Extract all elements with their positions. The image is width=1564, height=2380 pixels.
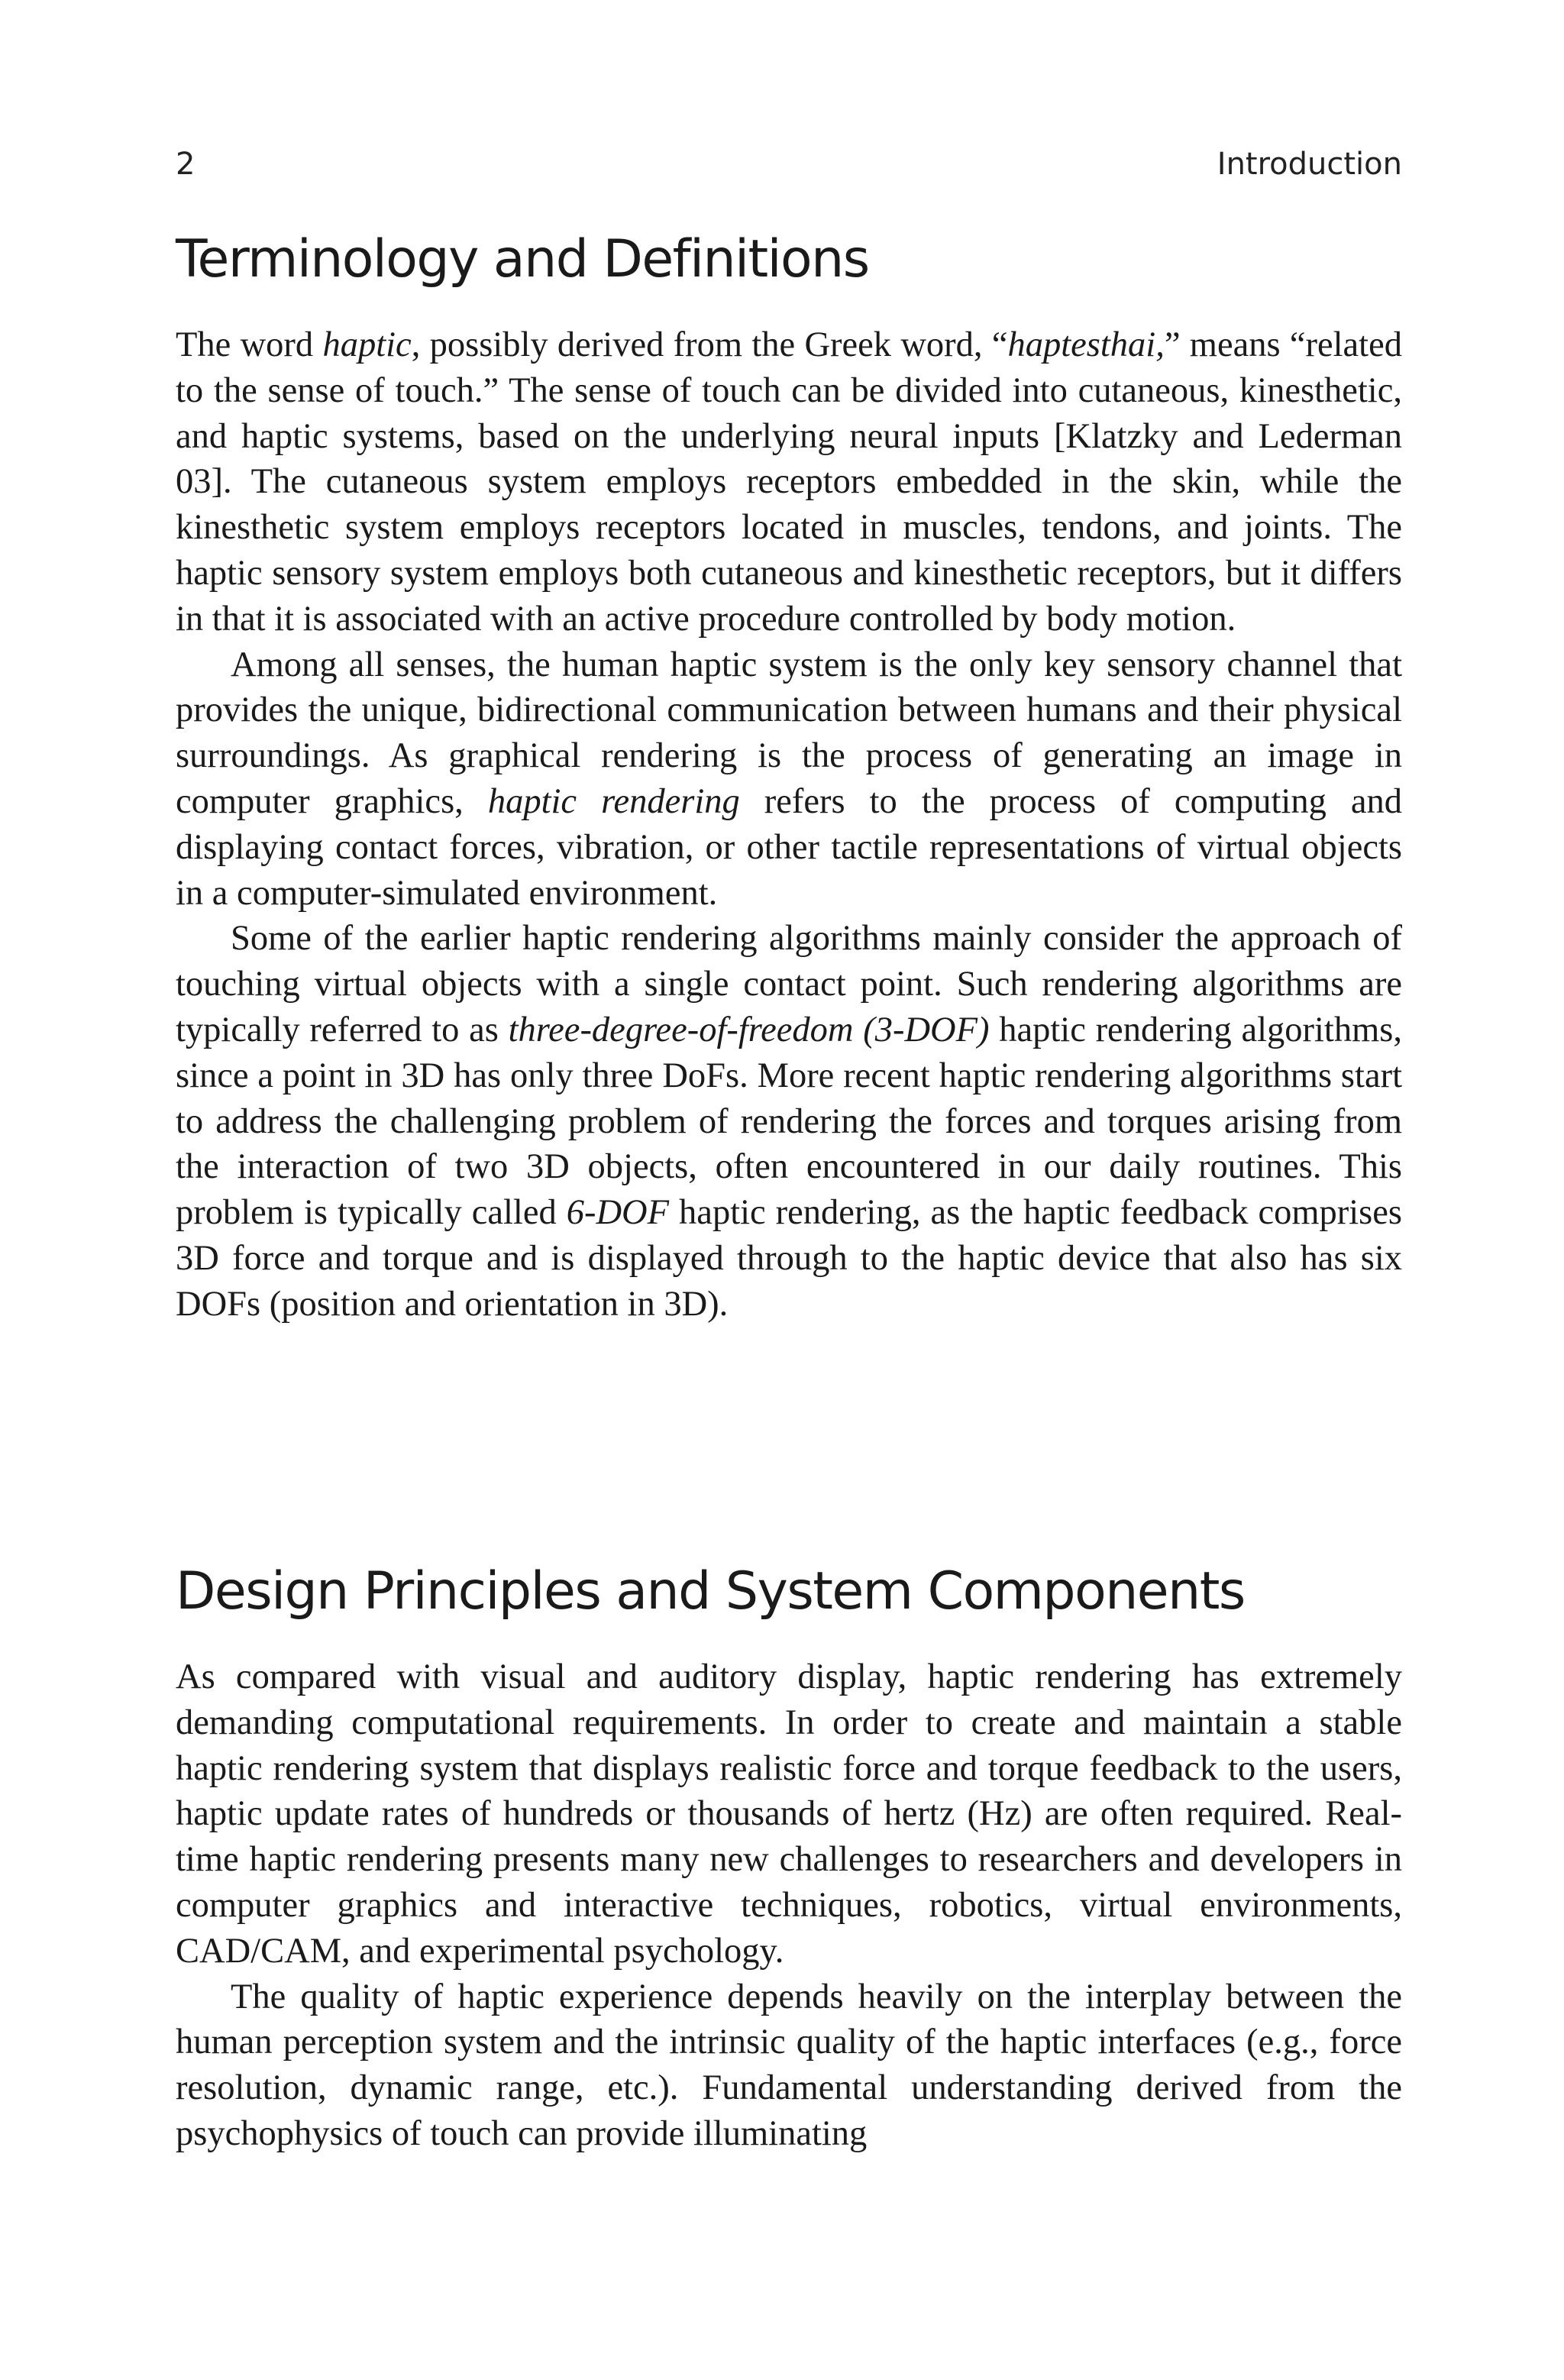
- page-number: 2: [176, 147, 196, 182]
- paragraph: [176, 322, 1402, 642]
- text-run: refers to the process of computing and displaying contact forces, vibration, or other tactile representations of virtual objects in a computer-simulated environment.: [176, 781, 1402, 913]
- section-heading-terminology: Terminology and Definitions: [176, 229, 869, 289]
- paragraph: [176, 642, 1402, 917]
- italic-term: three-degree-of-freedom (3-DOF): [508, 1010, 990, 1049]
- italic-term: haptic rendering: [487, 781, 740, 821]
- section-heading-design-principles: Design Principles and System Components: [176, 1561, 1245, 1622]
- text-run: haptic rendering, as the haptic feedback comprises 3D force and torque and is displayed through to the haptic device that also has six DOFs (position and orientation in 3D).: [176, 1193, 1403, 1324]
- text-run: haptic rendering algorithms, since a point in 3D has only three DoFs. More recent haptic rendering algorithms start to address the challenging problem of rendering the forces and torques arising from the interaction of two 3D objects, often encountered in our daily routines. This problem is typically called: [176, 1010, 1402, 1233]
- chapter-title: Introduction: [1217, 147, 1402, 182]
- italic-term: 6-DOF: [566, 1193, 670, 1233]
- text-run: Among all senses, the human haptic system is the only key sensory channel that provides the unique, bidirectional communication between humans and their physical surroundings. As graphical rendering is the process of generating an image in computer graphics,: [176, 645, 1402, 821]
- text-run: Some of the earlier haptic rendering algorithms mainly consider the approach of touching virtual objects with a single contact point. Such rendering algorithms are typically referred to as: [176, 919, 1402, 1049]
- paragraph: [176, 916, 1402, 1327]
- text-run: The quality of haptic experience depends heavily on the interplay between the human perception system and the intrinsic quality of the haptic interfaces (e.g., force resolution, dynamic range, etc.). Fundamental understanding derived from the psychophysics of touch can provide illuminating: [176, 1977, 1402, 2153]
- text-run: ” means “related to the sense of touch.” The sense of touch can be divided into cutaneous, kinesthetic, and haptic systems, based on the underlying neural inputs [Klatzky and Lederman 03]. The cutaneous system employs receptors embedded in the skin, while the kinesthetic system employs receptors located in muscles, tendons, and joints. The haptic sensory system employs both cutaneous and kinesthetic receptors, but it differs in that it is associated with an active procedure controlled by body motion.: [176, 325, 1402, 639]
- section-body-design-principles: [176, 1654, 1402, 2157]
- text-run: The word: [176, 325, 323, 364]
- text-run: , possibly derived from the Greek word, “: [411, 325, 1008, 364]
- italic-term: haptesthai,: [1007, 325, 1165, 364]
- running-head: [176, 147, 1402, 192]
- section-body-terminology: [176, 322, 1402, 1327]
- text-run: As compared with visual and auditory display, haptic rendering has extremely demanding computational requirements. In order to create and maintain a stable haptic rendering system that displays realistic force and torque feedback to the users, haptic update rates of hundreds or thousands of hertz (Hz) are often required. Real-time haptic rendering presents many new challenges to researchers and developers in computer graphics and interactive techniques, robotics, virtual environments, CAD/CAM, and experimental psychology.: [176, 1657, 1402, 1971]
- paragraph: [176, 1974, 1402, 2157]
- paragraph: [176, 1654, 1402, 1974]
- italic-term: haptic: [322, 325, 412, 364]
